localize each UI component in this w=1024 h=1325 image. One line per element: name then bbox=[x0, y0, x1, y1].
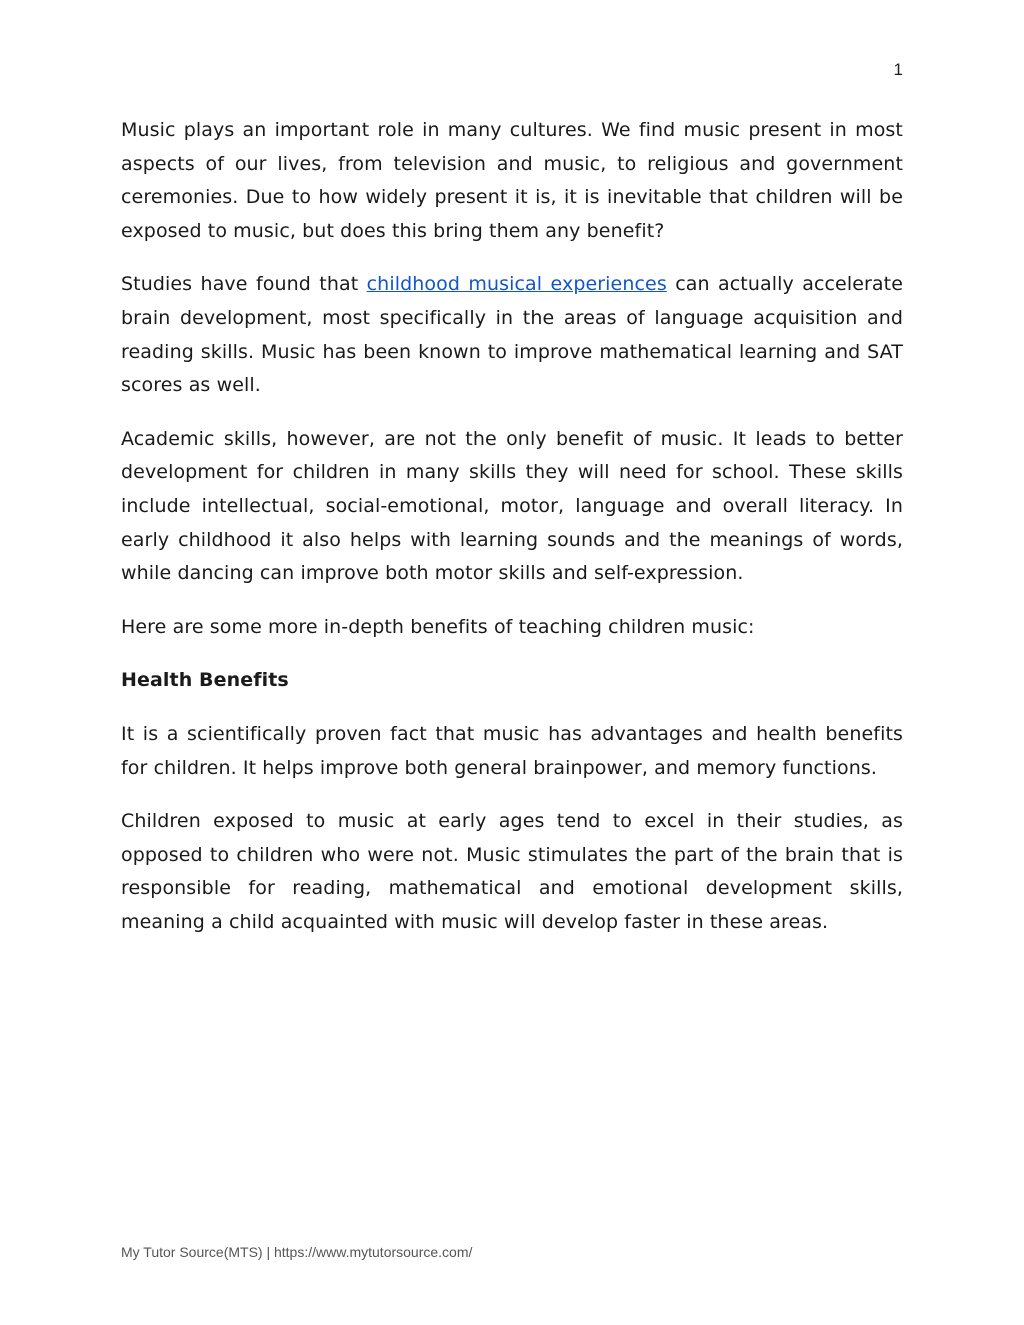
paragraph-academic-skills: Academic skills, however, are not the only benefit of music. It leads to better development for children in many skills they will need for school. These skills include intellectual, social-emotional, motor, language and overall literacy. In early childhood it also helps with learning sounds and the meanings of words, while dancing can improve both motor skills and self-expression. bbox=[121, 427, 903, 585]
paragraph-intro: Music plays an important role in many cultures. We find music present in most aspects of our lives, from television and music, to religious and government ceremonies. Due to how widely present it is, it is inevitable that children will be exposed to music, but does this bring them any benefit? bbox=[121, 119, 903, 242]
paragraph-benefits-intro: Here are some more in-depth benefits of teaching children music: bbox=[121, 615, 755, 638]
heading-health-benefits: Health Benefits bbox=[121, 669, 289, 692]
childhood-musical-experiences-link[interactable]: childhood musical experiences bbox=[366, 273, 667, 296]
paragraph-studies-text-end: can actually accelerate brain development, most specifically in the areas of language acquisition and reading skills. Music has been known to improve mathematical learning and SAT scores as well. bbox=[121, 273, 903, 397]
paragraph-studies bbox=[121, 268, 903, 402]
paragraph-early-exposure: Children exposed to music at early ages tend to excel in their studies, as opposed to children who were not. Music stimulates the part of the brain that is responsible for reading, mathematical and emotional development skills, meaning a child acquainted with music will develop faster in these areas. bbox=[121, 810, 903, 933]
paragraph-health-fact: It is a scientifically proven fact that music has advantages and health benefits for children. It helps improve both general brainpower, and memory functions. bbox=[121, 722, 903, 779]
page-number: 1 bbox=[893, 60, 903, 79]
paragraph-studies-text-start: Studies have found that bbox=[121, 273, 367, 296]
document-body bbox=[121, 114, 903, 959]
page-footer: My Tutor Source(MTS) | https://www.mytutorsource.com/ bbox=[121, 1244, 473, 1260]
